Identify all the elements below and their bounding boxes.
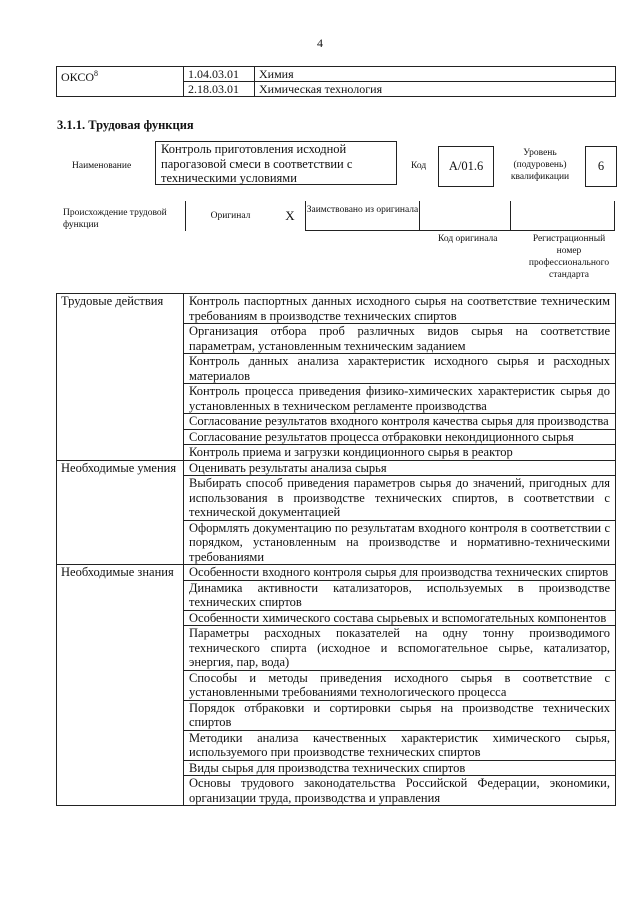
list-item: Контроль паспортных данных исходного сырья на соответствие техническим требованиям в производстве технических спиртов: [184, 294, 616, 324]
table-row: [57, 294, 616, 324]
okso-code: 2.18.03.01: [184, 82, 255, 97]
function-table: [56, 293, 616, 806]
okso-label-cell: [57, 67, 184, 97]
list-item: Особенности химического состава сырьевых и вспомогательных компонентов: [184, 610, 616, 626]
list-item: Контроль приема и загрузки кондиционного сырья в реактор: [184, 445, 616, 461]
original-cell: [185, 201, 275, 231]
okso-name: Химическая технология: [255, 82, 616, 97]
original-label: Оригинал: [210, 211, 251, 221]
page-number: 4: [317, 36, 323, 50]
list-item: Согласование результатов процесса отбраковки некондиционного сырья: [184, 429, 616, 445]
code-label: Код: [411, 161, 427, 171]
list-item: Оформлять документацию по результатам входного контроля в соответствии с порядком, установленным на производстве и нормативно-техническими требованиями: [184, 520, 616, 565]
okso-footnote: 8: [94, 69, 99, 78]
borrowed-label: Заимствовано из оригинала: [305, 201, 420, 231]
okso-label: ОКСО: [61, 70, 95, 84]
section-title-cell: Трудовые действия: [57, 294, 184, 461]
code-original-cell: [420, 201, 510, 231]
level-value: 6: [585, 146, 617, 187]
origin-label: Происхождение трудовой функции: [63, 208, 167, 230]
reg-number-cell: [510, 201, 615, 231]
list-item: Оценивать результаты анализа сырья: [184, 460, 616, 476]
function-name: Контроль приготовления исходной парогазовой смеси в соответствии с техническими условиями: [155, 141, 397, 185]
origin-row: [185, 201, 615, 231]
list-item: Выбирать способ приведения параметров сырья до значений, пригодных для использования в производстве технических спиртов, в соответствии с технической документацией: [184, 476, 616, 521]
section-title: 3.1.1. Трудовая функция: [57, 118, 194, 132]
original-mark: X: [285, 208, 295, 223]
list-item: Способы и методы приведения исходного сырья в соответствие с установленными требованиями технологического процесса: [184, 670, 616, 700]
okso-code: 1.04.03.01: [184, 67, 255, 82]
list-item: Виды сырья для производства технических спиртов: [184, 760, 616, 776]
list-item: Методики анализа качественных характеристик химического сырья, используемого при производстве технических спиртов: [184, 730, 616, 760]
table-row: [57, 460, 616, 476]
list-item: Динамика активности катализаторов, используемых в производстве технических спиртов: [184, 580, 616, 610]
section-title-cell: Необходимые умения: [57, 460, 184, 565]
list-item: Контроль процесса приведения физико-химических характеристик сырья до установленных в техническом регламенте производства: [184, 384, 616, 414]
name-label: Наименование: [72, 161, 132, 171]
list-item: Контроль данных анализа характеристик исходного сырья и расходных материалов: [184, 354, 616, 384]
list-item: Порядок отбраковки и сортировки сырья на производстве технических спиртов: [184, 700, 616, 730]
section-title-cell: Необходимые знания: [57, 565, 184, 806]
list-item: Основы трудового законодательства Российской Федерации, экономики, организации труда, производства и управления: [184, 776, 616, 806]
function-code: А/01.6: [438, 146, 494, 187]
okso-name: Химия: [255, 67, 616, 82]
okso-table: [56, 66, 616, 97]
list-item: Организация отбора проб различных видов сырья на соответствие параметрам, установленным техническим заданием: [184, 324, 616, 354]
list-item: Согласование результатов входного контроля качества сырья для производства: [184, 414, 616, 430]
list-item: Параметры расходных показателей на одну тонну производимого технического спирта (исходное и вспомогательное сырье, катализатор, энергия, пар, вода): [184, 626, 616, 671]
code-original-label: Код оригинала: [438, 234, 498, 244]
list-item: Особенности входного контроля сырья для производства технических спиртов: [184, 565, 616, 581]
reg-number-label: Регистрационный номер профессионального стандарта: [528, 234, 610, 280]
okso-row: [57, 67, 616, 82]
level-label: Уровень (подуровень) квалификации: [510, 148, 570, 182]
table-row: [57, 565, 616, 581]
